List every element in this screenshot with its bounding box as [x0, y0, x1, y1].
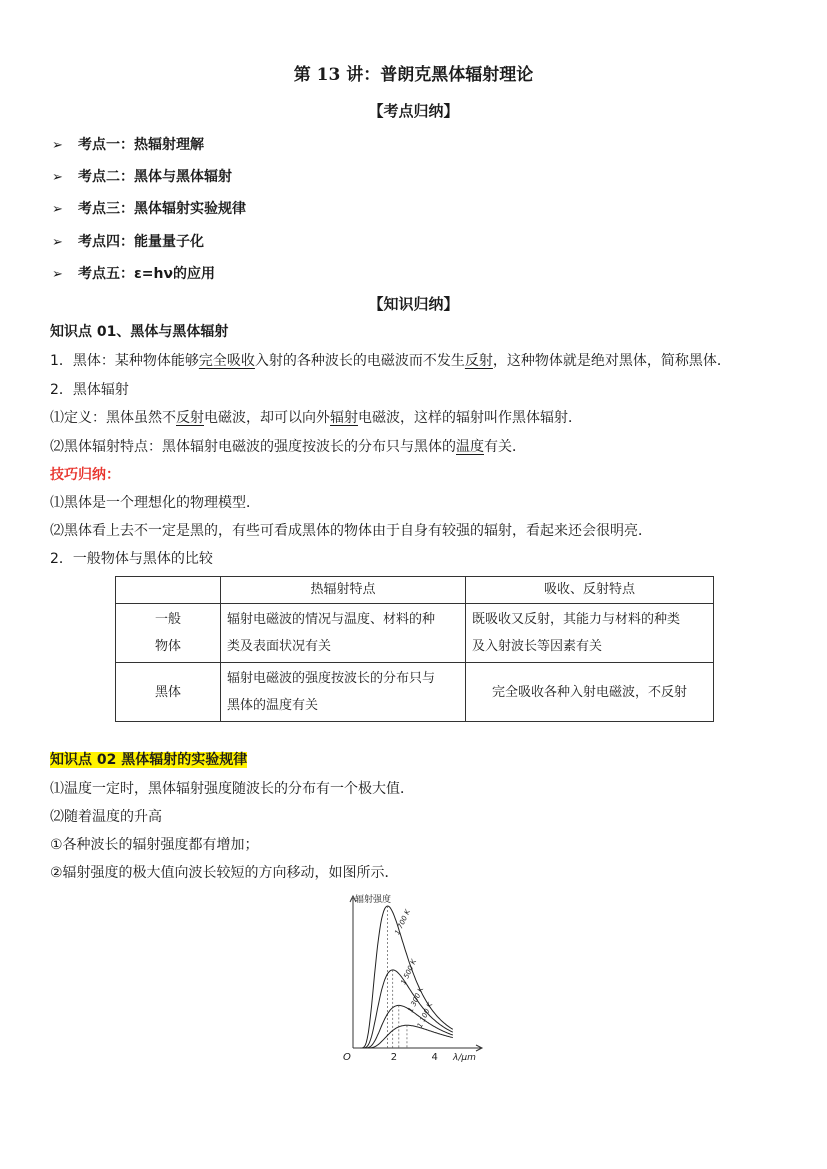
table-cell-radiation: 辐射电磁波的强度按波长的分布只与 黑体的温度有关: [221, 663, 466, 722]
kp2-line: ①各种波长的辐射强度都有增加；: [50, 837, 259, 853]
origin-label: O: [343, 1052, 351, 1062]
kp2-line: ⑵随着温度的升高: [50, 809, 162, 825]
kaodian-item: ➢ 考点一：热辐射理解: [52, 137, 204, 153]
series-label: 1 100 K: [415, 1001, 435, 1030]
series-label: 1 700 K: [393, 908, 412, 937]
table-cell-name: 一般 物体: [116, 604, 221, 663]
chart-axes: [350, 896, 482, 1051]
kp1-title: 知识点 01、黑体与黑体辐射: [50, 324, 229, 340]
table-row: [116, 604, 714, 663]
x-tick-label: 2: [390, 1052, 398, 1062]
zhishi-header: 【知识归纳】: [368, 295, 459, 313]
x-tick-label: 4: [431, 1052, 438, 1062]
table-row: [116, 663, 714, 722]
arrow-bullet-icon: ➢: [52, 202, 63, 217]
x-axis-label: λ/μm: [453, 1053, 476, 1062]
tips-label: 技巧归纳：: [50, 467, 120, 483]
kp2-line: ②辐射强度的极大值向波长较短的方向移动，如图所示．: [50, 865, 399, 881]
kp1-line-definition: ⑴定义：黑体虽然不反射电磁波，却可以向外辐射电磁波，这样的辐射叫作黑体辐射．: [50, 410, 582, 426]
table-header-cell: 热辐射特点: [221, 577, 466, 604]
comparison-table: [115, 576, 714, 722]
table-header-row: [116, 577, 714, 604]
kaodian-item: ➢ 考点五：ε=hν的应用: [52, 266, 216, 282]
kaodian-item: ➢ 考点四：能量量子化: [52, 234, 204, 250]
series-label: 1 500 K: [399, 958, 419, 986]
table-cell-radiation: 辐射电磁波的情况与温度、材料的种 类及表面状况有关: [221, 604, 466, 663]
y-axis-label: 辐射强度: [355, 895, 392, 905]
arrow-bullet-icon: ➢: [52, 138, 63, 153]
kp2-line: ⑴温度一定时，黑体辐射强度随波长的分布有一个极大值．: [50, 781, 414, 797]
table-cell-name: 黑体: [116, 663, 221, 722]
tip-line: ⑴黑体是一个理想化的物理模型．: [50, 495, 260, 511]
kp1-line-blackbody: 1．黑体：某种物体能够完全吸收入射的各种波长的电磁波而不发生反射，这种物体就是绝对黑体，简称黑体．: [50, 353, 731, 369]
arrow-bullet-icon: ➢: [52, 235, 63, 250]
tip-line: ⑵黑体看上去不一定是黑的，有些可看成黑体的物体由于自身有较强的辐射，看起来还会很明亮．: [50, 523, 652, 539]
table-header-cell: [116, 577, 221, 604]
chart-labels: [343, 893, 476, 1062]
kp1-line-feature: ⑵黑体辐射特点：黑体辐射电磁波的强度按波长的分布只与黑体的温度有关．: [50, 439, 526, 455]
page-title: 第 13 讲：普朗克黑体辐射理论: [293, 65, 534, 85]
arrow-bullet-icon: ➢: [52, 267, 63, 282]
kaodian-item: ➢ 考点三：黑体辐射实验规律: [52, 201, 246, 217]
kaodian-header: 【考点归纳】: [368, 102, 459, 120]
table-header-cell: 吸收、反射特点: [466, 577, 714, 604]
table-cell-absorption: 完全吸收各种入射电磁波，不反射: [466, 663, 714, 722]
kp1-line-radiation: 2．黑体辐射: [50, 382, 129, 398]
kaodian-item: ➢ 考点二：黑体与黑体辐射: [52, 169, 232, 185]
table-cell-absorption: 既吸收又反射，其能力与材料的种类 及入射波长等因素有关: [466, 604, 714, 663]
kp2-title: 知识点 02 黑体辐射的实验规律: [50, 752, 248, 768]
blackbody-radiation-chart: [335, 890, 485, 1062]
arrow-bullet-icon: ➢: [52, 170, 63, 185]
compare-title: 2．一般物体与黑体的比较: [50, 551, 213, 567]
series-label: 1 300 K: [406, 985, 426, 1014]
